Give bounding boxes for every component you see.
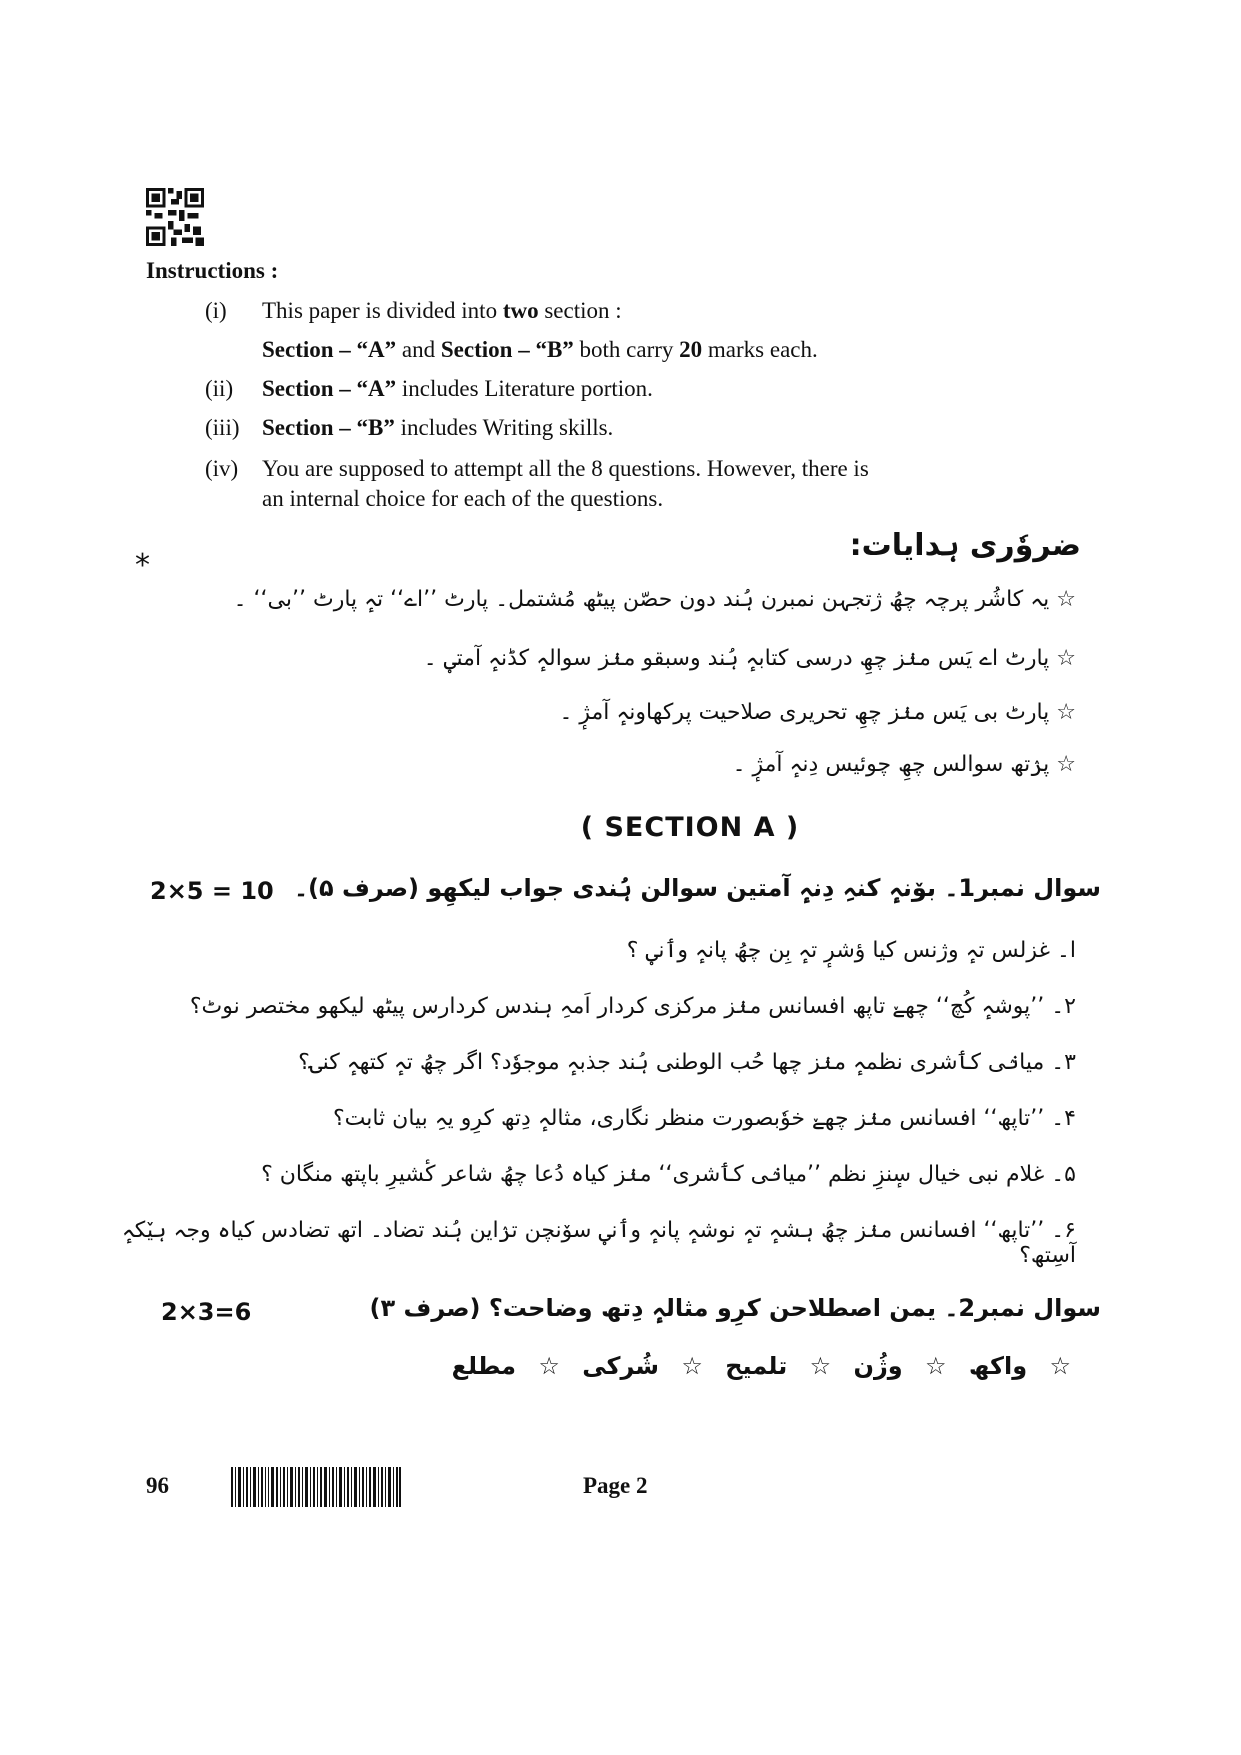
instruction-number: (iv) xyxy=(205,456,239,481)
asterisk-mark: * xyxy=(135,548,150,583)
q2-heading: سوال نمبر2۔ یمن اصطلاحن کرِو مثالہٕ دِتھ وضاحت؟ (صرف ۳) xyxy=(369,1294,1101,1322)
instruction-text: You are supposed to attempt all the 8 questions. However, there is an internal choice for each of the questions. xyxy=(262,456,869,511)
q1-item: ۴۔ ’’تاپھ‘‘ افسانس منٛز چھےٚ خوٗبصورت منظر نگاری، مثالہٕ دِتھ کرِو یہِ بیان ثابت؟ xyxy=(332,1106,1076,1131)
barcode xyxy=(231,1467,401,1507)
instructions-title: Instructions : xyxy=(146,258,279,283)
q1-item: ۶۔ ’’تاپھ‘‘ افسانس منٛز چھُ ہشہٕ تہٕ نوشہٕ پانہٕ وٲنؠ سوٚنچن ترٛاین ہُند تضاد۔ اتھ تضادس کیاہ وجہ ہیٚکہٕ آسِتھ؟ xyxy=(121,1218,1076,1268)
q1-item: ا۔ غزلس تہٕ وژنس کیا ؤشرٕ تہٕ بِن چھُ پانہٕ وٲنؠ ؟ xyxy=(626,938,1076,963)
paper-code: 96 xyxy=(146,1473,169,1498)
urdu-instruction: ☆ پارٹ بی یَس منٛز چھِ تحریری صلاحیت پرکھاونہٕ آمژٕ ۔ xyxy=(559,700,1076,725)
section-a-title: ( SECTION A ) xyxy=(580,812,800,843)
page-number: Page 2 xyxy=(583,1473,648,1498)
q2-marks: 2×3=6 xyxy=(161,1298,252,1326)
instruction-text: This paper is divided into two section : xyxy=(262,298,622,323)
q1-item: ۳۔ میانٛی کٲشری نظمہٕ منٛز چھا حُب الوطنی ہُند جذبہٕ موجوٗد؟ اگر چھُ تہٕ کتھہٕ کنۍ؟ xyxy=(298,1050,1076,1075)
instruction-number: (iii) xyxy=(205,415,240,440)
urdu-instruction: ☆ پارٹ اے یَس منٛز چھِ درسی کتابہٕ ہُند وسبقو منٛز سوالہٕ کڈنہٕ آمتؠ ۔ xyxy=(423,646,1076,671)
q1-item: ۲۔ ’’پوشہٕ کُچ‘‘ چھےٚ تاپھ افسانس منٛز مرکزی کردار اَمہِ ہندس کردارس پیٹھ لیکھو مختصر نوٹ؟ xyxy=(189,994,1076,1019)
urdu-instruction: ☆ پرٛتھ سوالس چھِ چوئیس دِنہٕ آمژٕ ۔ xyxy=(732,752,1076,777)
q1-item: ۵۔ غلام نبی خیال سٕنزِ نظم ’’میانٛی کٲشری‘‘ منٛز کیاہ دُعا چھُ شاعر کٔشیرِ باپتھ منگان ؟ xyxy=(261,1162,1076,1187)
q1-heading: سوال نمبر1۔ بوٚنہٕ کنہِ دِنہٕ آمتین سوالن ہُندی جواب لیکھِو (صرف ۵)۔ xyxy=(293,874,1101,902)
instruction-text: Section – “B” includes Writing skills. xyxy=(262,415,614,440)
urdu-instructions-heading: ضروٗری ہدایات: xyxy=(849,528,1081,563)
q1-marks: 2×5 = 10 xyxy=(150,877,274,905)
instruction-number: (ii) xyxy=(205,376,234,401)
q2-terms: ☆ واکھ ☆ وژُن ☆ تلمیح ☆ شُرکی ☆ مطلع xyxy=(451,1352,1071,1380)
instruction-number: (i) xyxy=(205,298,227,323)
instruction-text: Section – “A” includes Literature portion. xyxy=(262,376,653,401)
qr-code xyxy=(146,188,204,246)
urdu-instruction: ☆ یہ کاشُر پرچہ چھُ ژتجہن نمبرن ہُند دون حصّن پیٹھ مُشتمل۔ پارٹ ’’اے‘‘ تہٕ پارٹ ’’بی‘‘ ۔ xyxy=(233,587,1076,612)
instruction-text: Section – “A” and Section – “B” both carry 20 marks each. xyxy=(262,337,818,362)
